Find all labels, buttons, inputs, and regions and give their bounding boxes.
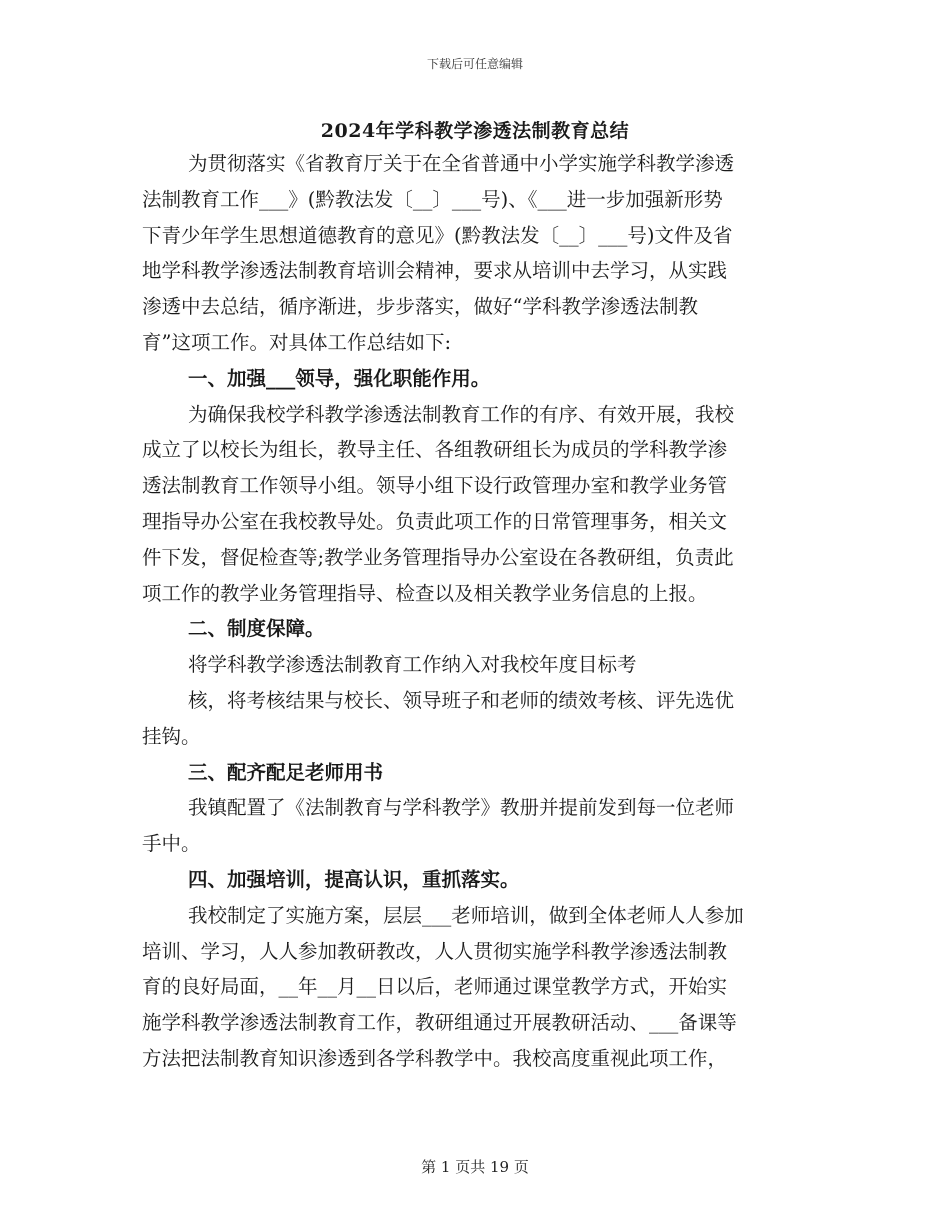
paragraph-line: 手中。: [142, 832, 201, 856]
paragraph-line: 核，将考核结果与校长、领导班子和老师的绩效考核、评先选优: [188, 688, 735, 712]
paragraph-line: 为贯彻落实《省教育厅关于在全省普通中小学实施学科教学渗透: [188, 152, 735, 175]
paragraph-line: 挂钩。: [142, 724, 201, 748]
paragraph-line: 培训、学习，人人参加教研教改，人人贯彻实施学科教学渗透法制教: [142, 939, 728, 963]
document-body: [142, 146, 812, 1077]
paragraph-line: 法制教育工作___》(黔教法发〔__〕___号)、《___进一步加强新形势: [142, 187, 723, 211]
paragraph-line: 我校制定了实施方案，层层___老师培训，做到全体老师人人参加: [188, 903, 744, 927]
header-note: 下载后可任意编辑: [426, 57, 523, 71]
paragraph-line: 渗透中去总结，循序渐进，步步落实，做好“学科教学渗透法制教: [142, 295, 698, 319]
paragraph-line: 为确保我校学科教学渗透法制教育工作的有序、有效开展，我校: [188, 402, 735, 426]
paragraph-line: 施学科教学渗透法制教育工作，教研组通过开展教研活动、___备课等: [142, 1011, 737, 1035]
paragraph-line: 方法把法制教育知识渗透到各学科教学中。我校高度重视此项工作，: [142, 1046, 728, 1070]
section-heading: 四、加强培训，提高认识，重抓落实。: [188, 867, 520, 891]
paragraph-line: 地学科教学渗透法制教育培训会精神，要求从培训中去学习，从实践: [142, 259, 728, 283]
section-heading: 一、加强___领导，强化职能作用。: [188, 366, 491, 390]
paragraph-line: 项工作的教学业务管理指导、检查以及相关教学业务信息的上报。: [142, 581, 708, 605]
section-heading: 三、配齐配足老师用书: [188, 760, 384, 784]
document-title: 2024年学科教学渗透法制教育总结: [320, 120, 630, 142]
paragraph-line: 育的良好局面，__年__月__日以后，老师通过课堂教学方式，开始实: [142, 975, 728, 999]
paragraph-line: 下青少年学生思想道德教育的意见》(黔教法发〔__〕___号)文件及省: [142, 223, 733, 247]
paragraph-line: 透法制教育工作领导小组。领导小组下设行政管理办室和教学业务管: [142, 474, 728, 498]
paragraph-line: 件下发，督促检查等;教学业务管理指导办公室设在各教研组，负责此: [142, 545, 734, 569]
paragraph-line: 将学科教学渗透法制教育工作纳入对我校年度目标考: [188, 653, 637, 677]
paragraph-line: 育”这项工作。对具体工作总结如下:: [142, 330, 452, 354]
page-footer: 第 1 页共 19 页: [421, 1158, 529, 1176]
paragraph-line: 成立了以校长为组长，教导主任、各组教研组长为成员的学科教学渗: [142, 438, 728, 462]
paragraph-line: 我镇配置了《法制教育与学科教学》教册并提前发到每一位老师: [188, 796, 735, 820]
paragraph-line: 理指导办公室在我校教导处。负责此项工作的日常管理事务，相关文: [142, 509, 728, 533]
section-heading: 二、制度保障。: [188, 617, 325, 641]
